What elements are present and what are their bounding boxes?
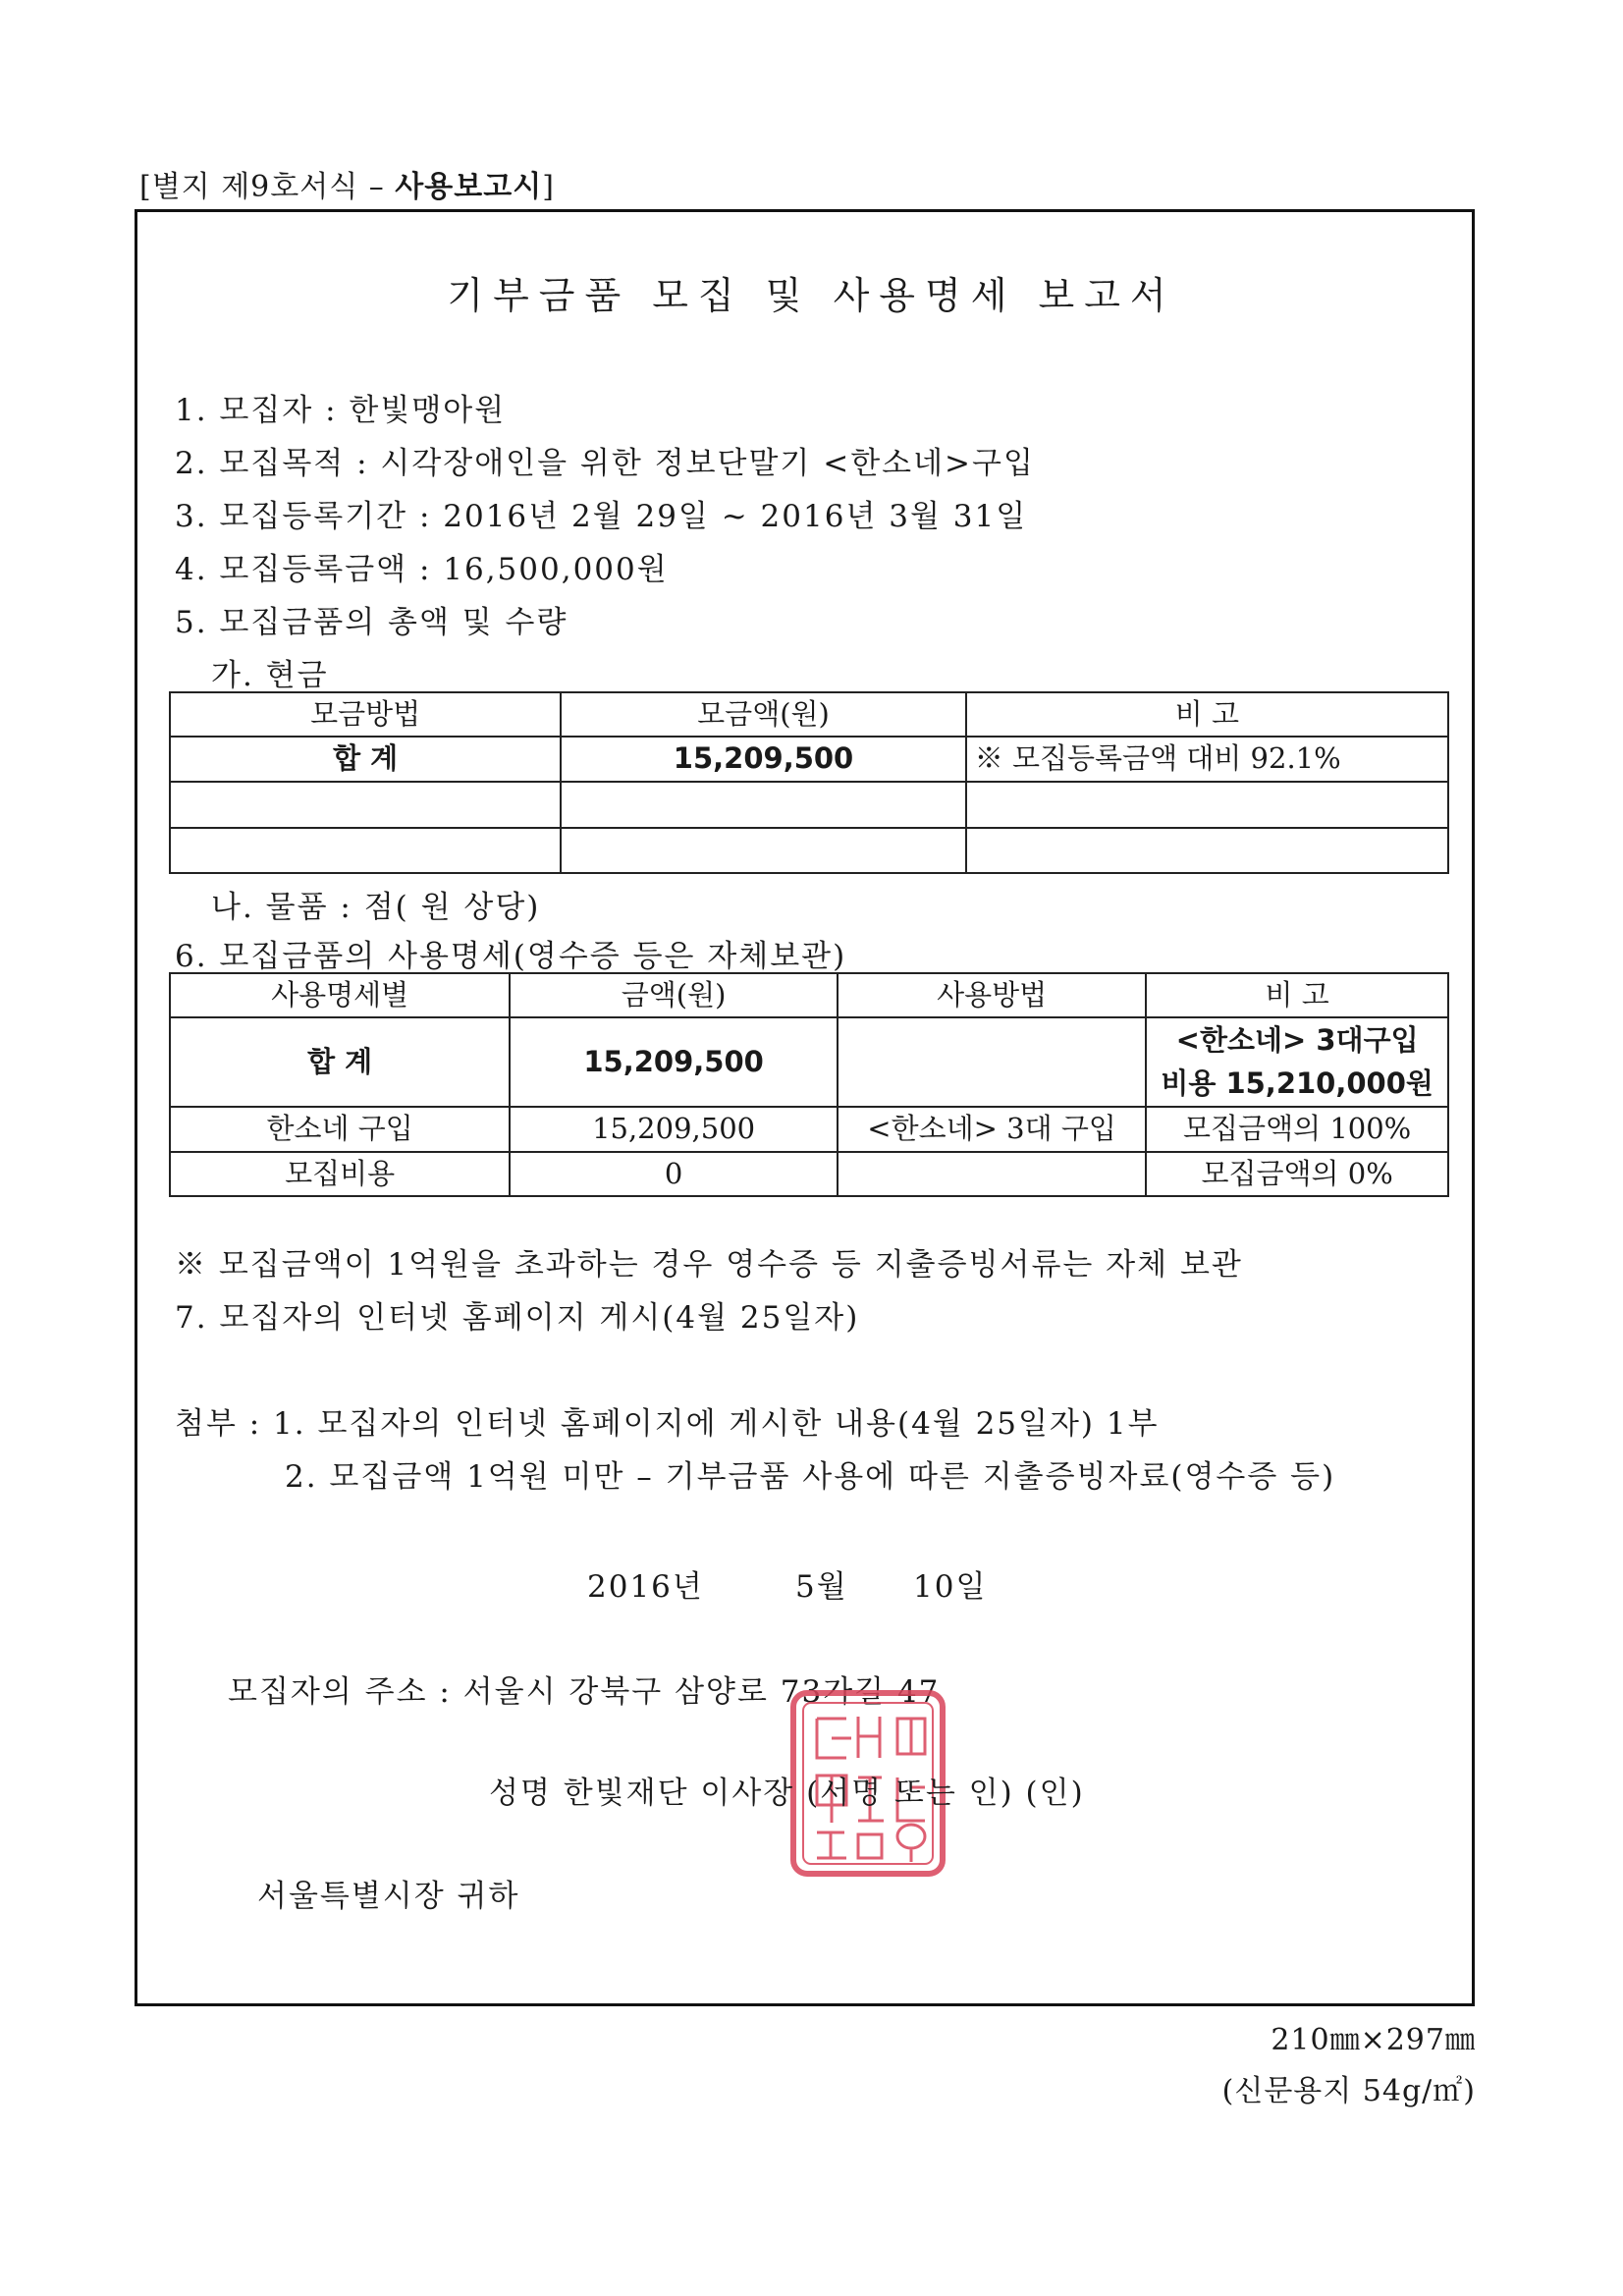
item-registered-amount: 4. 모집등록금액 : 16,500,000원	[175, 552, 669, 587]
usage-table-header	[170, 973, 1448, 1017]
cash-header-amount: 모금액(원)	[561, 692, 966, 737]
usage-row-note: 모집금액의 100%	[1146, 1107, 1448, 1152]
cash-table	[169, 691, 1449, 874]
paper-size: 210㎜×297㎜	[1271, 2023, 1476, 2057]
usage-header-method: 사용방법	[838, 973, 1146, 1017]
date-year: 2016년	[587, 1569, 704, 1605]
cash-total-label: 합 계	[170, 737, 561, 782]
item-goods: 나. 물품 : 점( 원 상당)	[211, 890, 541, 925]
usage-table	[169, 972, 1449, 1197]
cash-header-method: 모금방법	[170, 692, 561, 737]
usage-header-item: 사용명세별	[170, 973, 510, 1017]
usage-row-method: <한소네> 3대 구입	[838, 1107, 1146, 1152]
usage-row	[170, 1107, 1448, 1152]
cash-empty-row	[170, 782, 1448, 828]
address-line: 모집자의 주소 : 서울시 강북구 삼양로 73가길 47	[228, 1674, 941, 1710]
cash-table-header	[170, 692, 1448, 737]
item-total-heading: 5. 모집금품의 총액 및 수량	[175, 605, 568, 640]
usage-row-label: 한소네 구입	[170, 1107, 510, 1152]
usage-row-note: 모집금액의 0%	[1146, 1152, 1448, 1196]
signature-line: 성명 한빛재단 이사장 (서명 또는 인) (인)	[489, 1776, 1085, 1811]
form-label	[139, 162, 555, 205]
item-homepage: 7. 모집자의 인터넷 홈페이지 게시(4월 25일자)	[175, 1300, 860, 1336]
form-label-bold: 사용보고시	[395, 170, 543, 204]
item-usage-heading: 6. 모집금품의 사용명세(영수증 등은 자체보관)	[175, 939, 847, 974]
usage-row-amount: 15,209,500	[510, 1107, 838, 1152]
usage-header-amount: 금액(원)	[510, 973, 838, 1017]
usage-row-label: 모집비용	[170, 1152, 510, 1196]
cash-header-note: 비 고	[966, 692, 1448, 737]
cash-total-amount: 15,209,500	[561, 737, 966, 782]
item-period: 3. 모집등록기간 : 2016년 2월 29일 ~ 2016년 3월 31일	[175, 499, 1028, 534]
usage-row-amount: 0	[510, 1152, 838, 1196]
usage-total-note	[1146, 1017, 1448, 1107]
usage-row-method	[838, 1152, 1146, 1196]
item-collector: 1. 모집자 : 한빛맹아원	[175, 393, 507, 428]
usage-header-note: 비 고	[1146, 973, 1448, 1017]
usage-total-label: 합 계	[170, 1017, 510, 1107]
usage-total-note-line1: <한소네> 3대구입	[1175, 1023, 1419, 1057]
date-day: 10일	[913, 1569, 988, 1605]
usage-row	[170, 1152, 1448, 1196]
item-cash-heading: 가. 현금	[211, 658, 329, 693]
usage-total-amount: 15,209,500	[510, 1017, 838, 1107]
item-purpose: 2. 모집목적 : 시각장애인을 위한 정보단말기 <한소네>구입	[175, 446, 1035, 481]
form-label-suffix: ]	[542, 170, 555, 204]
usage-total-note-line2: 비용 15,210,000원	[1161, 1066, 1434, 1100]
form-label-prefix: [별지 제9호서식 –	[139, 170, 396, 204]
recipient: 서울특별시장 귀하	[257, 1879, 520, 1914]
usage-total-row	[170, 1017, 1448, 1107]
date-month: 5월	[795, 1569, 848, 1605]
cash-empty-row	[170, 828, 1448, 873]
cash-total-note: ※ 모집등록금액 대비 92.1%	[966, 737, 1448, 782]
note-receipts: ※ 모집금액이 1억원을 초과하는 경우 영수증 등 지출증빙서류는 자체 보관	[175, 1247, 1243, 1283]
paper-type: (신문용지 54g/㎡)	[1221, 2074, 1476, 2108]
attachment-1: 첨부 : 1. 모집자의 인터넷 홈페이지에 게시한 내용(4월 25일자) 1부	[175, 1406, 1160, 1442]
usage-total-method	[838, 1017, 1146, 1107]
document-title: 기부금품 모집 및 사용명세 보고서	[447, 274, 1176, 317]
attachment-2: 2. 모집금액 1억원 미만 – 기부금품 사용에 따른 지출증빙자료(영수증 등)	[285, 1459, 1336, 1495]
cash-total-row	[170, 737, 1448, 782]
